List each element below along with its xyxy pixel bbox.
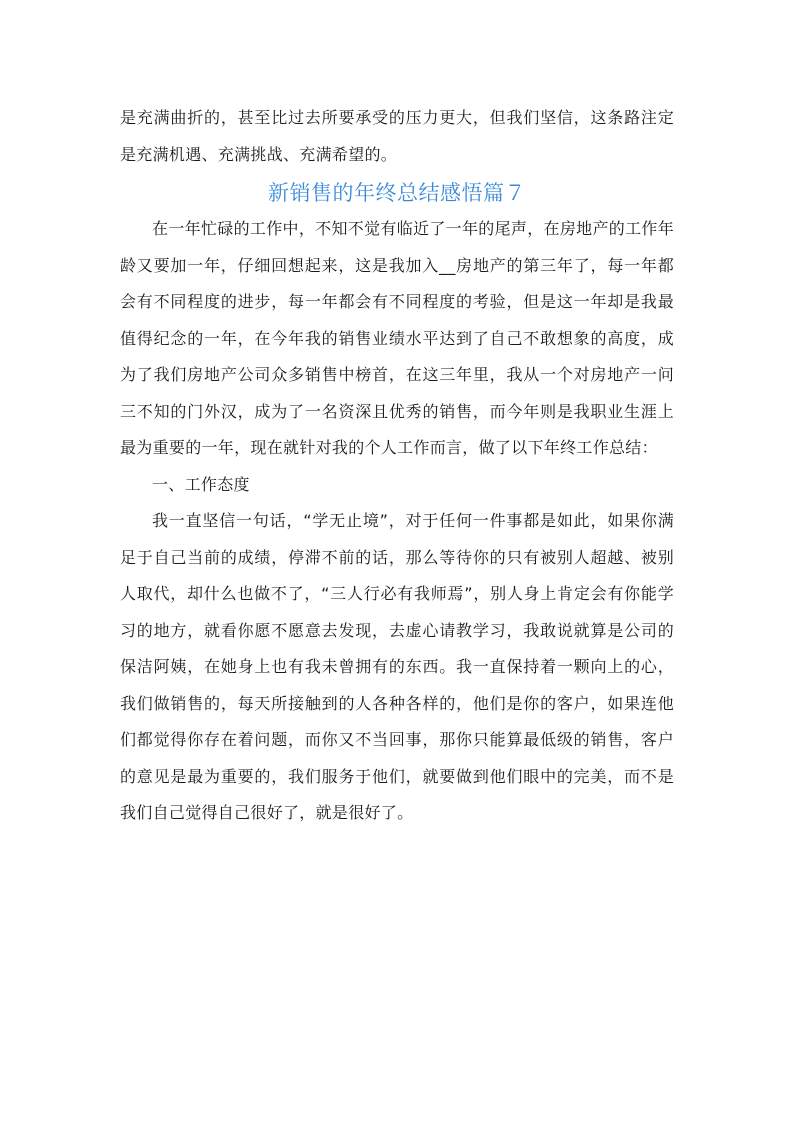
intro-paragraph: 是充满曲折的，甚至比过去所要承受的压力更大，但我们坚信，这条路注定是充满机遇、充满挑战、充满希望的。 — [120, 108, 674, 164]
body-paragraph-summary: 在一年忙碌的工作中，不知不觉有临近了一年的尾声，在房地产的工作年龄又要加一年，仔细回想起来，这是我加入__房地产的第三年了，每一年都会有不同程度的进步，每一年都会有不同程度的考验，但是这一年却是我最值得纪念的一年，在今年我的销售业绩水平达到了自己不敢想象的高度，成为了我们房地产公司众多销售中榜首，在这三年里，我从一个对房地产一问三不知的门外汉，成为了一名资深且优秀的销售，而今年则是我职业生涯上最为重要的一年，现在就针对我的个人工作而言，做了以下年终工作总结： — [120, 219, 674, 457]
section-title: 新销售的年终总结感悟篇７ — [268, 181, 526, 205]
body-paragraph-attitude: 我一直坚信一句话，“学无止境”，对于任何一件事都是如此，如果你满足于自己当前的成绩，停滞不前的话，那么等待你的只有被别人超越、被别人取代，却什么也做不了，“三人行必有我师焉”，别人身上肯定会有你能学习的地方，就看你愿不愿意去发现，去虚心请教学习，我敢说就算是公司的保洁阿姨，在她身上也有我未曾拥有的东西。我一直保持着一颗向上的心，我们做销售的，每天所接触到的人各种各样的，他们是你的客户，如果连他们都觉得你存在着问题，而你又不当回事，那你只能算最低级的销售，客户的意见是最为重要的，我们服务于他们，就要做到他们眼中的完美，而不是我们自己觉得自己很好了，就是很好了。 — [120, 511, 674, 822]
subheading-work-attitude: 一、工作态度 — [152, 474, 250, 494]
document-page — [120, 100, 674, 832]
